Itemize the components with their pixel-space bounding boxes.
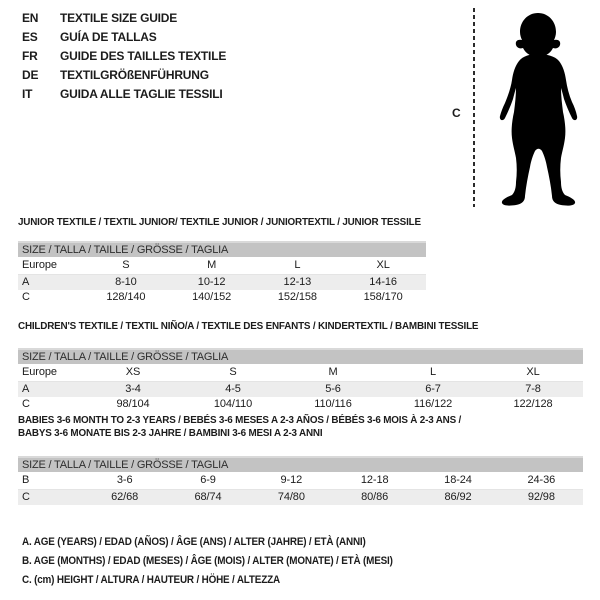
row-label: C: [22, 398, 30, 410]
height-cell: 92/98: [527, 491, 555, 503]
size-cell: L: [429, 366, 437, 378]
height-cell: 86/92: [444, 491, 472, 503]
lang-code: EN: [22, 11, 39, 25]
note-age-years: A. AGE (YEARS) / EDAD (AÑOS) / ÂGE (ANS) / ALTER (JAHRE) / ETÀ (ANNI): [22, 536, 366, 548]
lang-row-es: [22, 28, 226, 47]
height-cell: 74/80: [277, 491, 305, 503]
table-row-age: [18, 381, 583, 397]
height-cell: 62/68: [111, 491, 139, 503]
height-cell: 80/86: [361, 491, 389, 503]
age-cell: 12-13: [283, 276, 312, 288]
lang-title: TEXTILGRÖßENFÜHRUNG: [60, 68, 209, 82]
height-cell: 152/158: [277, 291, 317, 303]
height-measure-dashed-line: [473, 8, 475, 207]
table-row-europe: [18, 364, 583, 381]
size-cell: S: [122, 259, 130, 271]
babies-table-title-line1: BABIES 3-6 MONTH TO 2-3 YEARS / BEBÉS 3-6 MESES A 2-3 AÑOS / BÉBÉS 3-6 MOIS À 2-3 ANS /: [18, 414, 462, 426]
height-measure-label: C: [452, 106, 461, 120]
note-age-months: B. AGE (MONTHS) / EDAD (MESES) / ÂGE (MOIS) / ALTER (MONATE) / ETÀ (MESI): [22, 555, 393, 567]
size-cell: XL: [376, 259, 390, 271]
size-cell: XS: [125, 366, 141, 378]
row-label: C: [22, 491, 30, 503]
babies-textile-table: [18, 414, 583, 505]
row-label: A: [22, 383, 30, 395]
children-textile-table: [18, 320, 583, 412]
table-row-height: [18, 290, 426, 305]
children-table-title: CHILDREN'S TEXTILE / TEXTIL NIÑO/A / TEXTILE DES ENFANTS / KINDERTEXTIL / BAMBINI TESSILE: [18, 320, 479, 332]
months-cell: 12-18: [360, 474, 389, 486]
size-header-band: SIZE / TALLA / TAILLE / GRÖSSE / TAGLIA: [18, 456, 583, 472]
junior-textile-table: [18, 216, 426, 305]
lang-title: GUÍA DE TALLAS: [60, 30, 157, 44]
age-cell: 3-4: [125, 383, 141, 395]
table-row-height: [18, 489, 583, 505]
lang-title: GUIDA ALLE TAGLIE TESSILI: [60, 87, 223, 101]
height-cell: 122/128: [513, 398, 553, 410]
junior-table-title: JUNIOR TEXTILE / TEXTIL JUNIOR/ TEXTILE JUNIOR / JUNIORTEXTIL / JUNIOR TESSILE: [18, 216, 421, 228]
size-header-band: SIZE / TALLA / TAILLE / GRÖSSE / TAGLIA: [18, 348, 583, 364]
height-cell: 158/170: [363, 291, 403, 303]
height-cell: 68/74: [194, 491, 222, 503]
size-header-band: SIZE / TALLA / TAILLE / GRÖSSE / TAGLIA: [18, 241, 426, 257]
age-cell: 10-12: [197, 276, 226, 288]
height-cell: 104/110: [213, 398, 253, 410]
row-label: A: [22, 276, 30, 288]
table-row-age: [18, 274, 426, 290]
months-cell: 9-12: [280, 474, 303, 486]
lang-row-fr: [22, 47, 226, 66]
height-cell: 110/116: [314, 398, 352, 410]
months-cell: 24-36: [527, 474, 556, 486]
lang-row-it: [22, 85, 226, 104]
table-row-europe: [18, 257, 426, 274]
lang-row-de: [22, 66, 226, 85]
size-cell: XL: [526, 366, 540, 378]
lang-code: IT: [22, 87, 33, 101]
language-title-list: [22, 9, 226, 104]
height-cell: 140/152: [192, 291, 232, 303]
lang-title: TEXTILE SIZE GUIDE: [60, 11, 178, 25]
babies-table-title-line2: BABYS 3-6 MONATE BIS 2-3 JAHRE / BAMBINI 3-6 MESI A 2-3 ANNI: [18, 427, 323, 439]
age-cell: 6-7: [425, 383, 441, 395]
height-cell: 128/140: [106, 291, 146, 303]
age-cell: 5-6: [325, 383, 341, 395]
size-cell: L: [294, 259, 301, 271]
months-cell: 6-9: [200, 474, 216, 486]
height-cell: 98/104: [116, 398, 150, 410]
lang-code: FR: [22, 49, 38, 63]
size-cell: M: [207, 259, 217, 271]
row-label: Europe: [22, 366, 57, 378]
age-cell: 4-5: [225, 383, 241, 395]
months-cell: 18-24: [444, 474, 472, 486]
table-row-height: [18, 397, 583, 412]
age-cell: 8-10: [115, 276, 137, 288]
row-label: C: [22, 291, 30, 303]
table-row-months: [18, 472, 583, 489]
row-label: B: [22, 474, 30, 486]
toddler-silhouette-image: [486, 7, 593, 210]
lang-code: ES: [22, 30, 38, 44]
note-height-cm: C. (cm) HEIGHT / ALTURA / HAUTEUR / HÖHE / ALTEZZA: [22, 574, 280, 586]
age-cell: 14-16: [369, 276, 397, 288]
age-cell: 7-8: [525, 383, 541, 395]
months-cell: 3-6: [116, 474, 133, 486]
legend-notes: [22, 533, 434, 590]
lang-code: DE: [22, 68, 39, 82]
height-cell: 116/122: [413, 398, 453, 410]
size-cell: M: [328, 366, 338, 378]
row-label: Europe: [22, 259, 57, 271]
lang-row-en: [22, 9, 226, 28]
size-cell: S: [229, 366, 237, 378]
lang-title: GUIDE DES TAILLES TEXTILE: [60, 49, 227, 63]
